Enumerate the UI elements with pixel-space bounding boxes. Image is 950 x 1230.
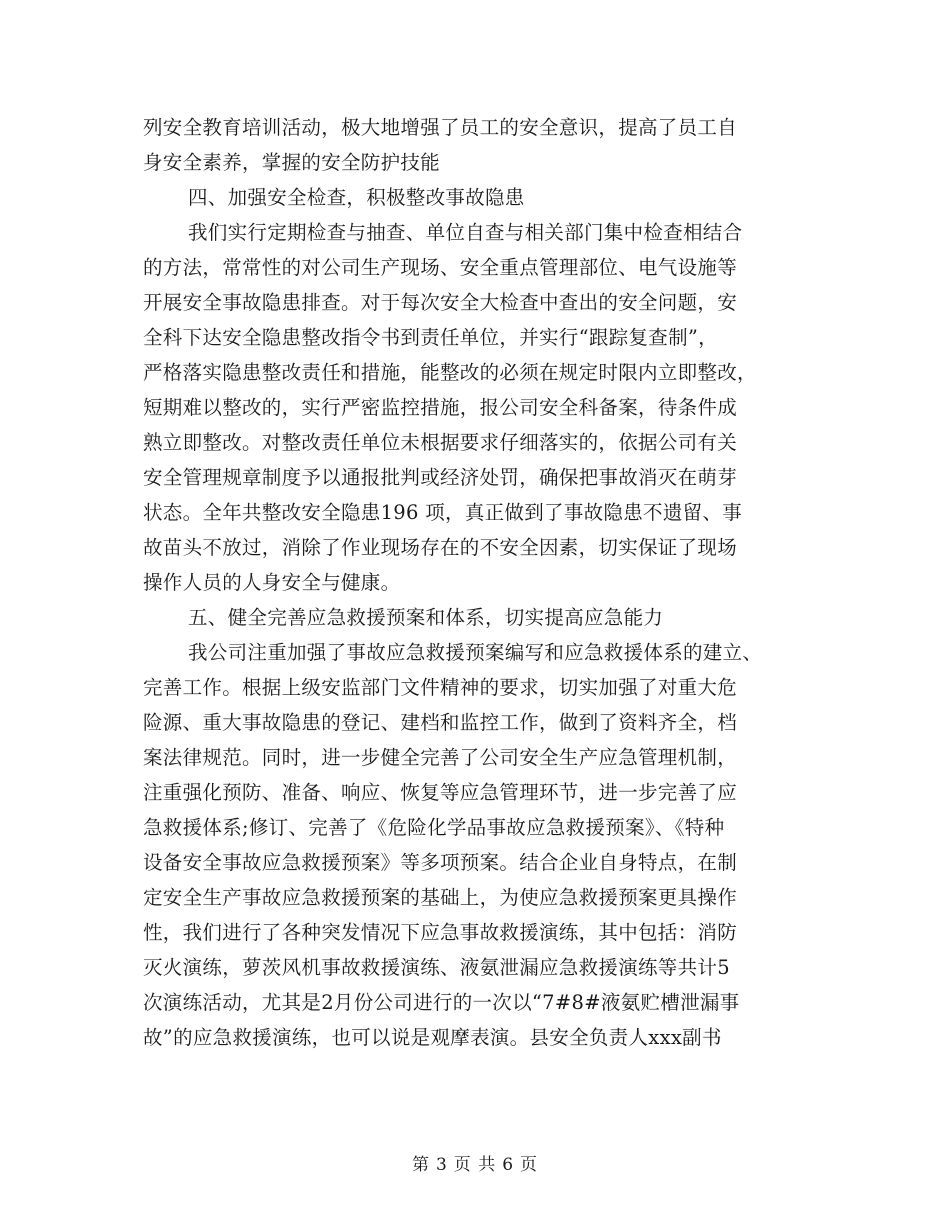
section-heading: 四、加强安全检查，积极整改事故隐患 — [188, 186, 525, 209]
text-line: 全科下达安全隐患整改指令书到责任单位，并实行“跟踪复查制”， — [143, 326, 718, 349]
text-line: 严格落实隐患整改责任和措施，能整改的必须在规定时限内立即整改， — [143, 361, 757, 384]
text-line: 状态。全年共整改安全隐患196 项，真正做到了事故隐患不遗留、事 — [143, 501, 743, 524]
footer-suffix: 页 — [520, 1155, 539, 1175]
text-line: 定安全生产事故应急救援预案的基础上，为使应急救援预案更具操作 — [143, 886, 738, 909]
text-line: 险源、重大事故隐患的登记、建档和监控工作，做到了资料齐全，档 — [143, 711, 738, 734]
current-page-number: 3 — [435, 1155, 448, 1175]
text-line: 完善工作。根据上级安监部门文件精神的要求，切实加强了对重大危 — [143, 676, 738, 699]
text-line: 次演练活动，尤其是2月份公司进行的一次以“7#8#液氨贮槽泄漏事 — [143, 991, 740, 1014]
text-line: 急救援体系;修订、完善了《危险化学品事故应急救援预案》、《特种 — [143, 816, 725, 839]
text-line: 故苗头不放过，消除了作业现场存在的不安全因素，切实保证了现场 — [143, 536, 738, 559]
text-line: 的方法，常常性的对公司生产现场、安全重点管理部位、电气设施等 — [143, 256, 738, 279]
footer-middle: 页 共 — [453, 1155, 497, 1175]
total-page-number: 6 — [502, 1155, 515, 1175]
text-line: 故”的应急救援演练，也可以说是观摩表演。县安全负责人xxx副书 — [143, 1026, 722, 1049]
text-line: 注重强化预防、准备、响应、恢复等应急管理环节，进一步完善了应 — [143, 781, 738, 804]
text-line: 灭火演练，萝茨风机事故救援演练、液氨泄漏应急救援演练等共计5 — [143, 956, 730, 979]
text-line: 操作人员的人身安全与健康。 — [143, 571, 401, 594]
text-line: 我们实行定期检查与抽查、单位自查与相关部门集中检查相结合 — [188, 221, 743, 244]
section-heading: 五、健全完善应急救援预案和体系，切实提高应急能力 — [188, 606, 664, 629]
page-footer — [0, 1154, 950, 1176]
text-line: 性，我们进行了各种突发情况下应急事故救援演练，其中包括：消防 — [143, 921, 738, 944]
text-line: 安全管理规章制度予以通报批判或经济处罚，确保把事故消灭在萌芽 — [143, 466, 738, 489]
text-line: 列安全教育培训活动，极大地增强了员工的安全意识，提高了员工自 — [143, 116, 738, 139]
text-line: 身安全素养，掌握的安全防护技能 — [143, 151, 441, 174]
text-line: 开展安全事故隐患排查。对于每次安全大检查中查出的安全问题，安 — [143, 291, 738, 314]
text-line: 设备安全事故应急救援预案》等多项预案。结合企业自身特点，在制 — [143, 851, 738, 874]
text-line: 熟立即整改。对整改责任单位未根据要求仔细落实的，依据公司有关 — [143, 431, 738, 454]
text-line: 短期难以整改的，实行严密监控措施，报公司安全科备案，待条件成 — [143, 396, 738, 419]
text-line: 案法律规范。同时，进一步健全完善了公司安全生产应急管理机制， — [143, 746, 738, 769]
footer-prefix: 第 — [411, 1155, 430, 1175]
text-line: 我公司注重加强了事故应急救援预案编写和应急救援体系的建立、 — [188, 641, 763, 664]
